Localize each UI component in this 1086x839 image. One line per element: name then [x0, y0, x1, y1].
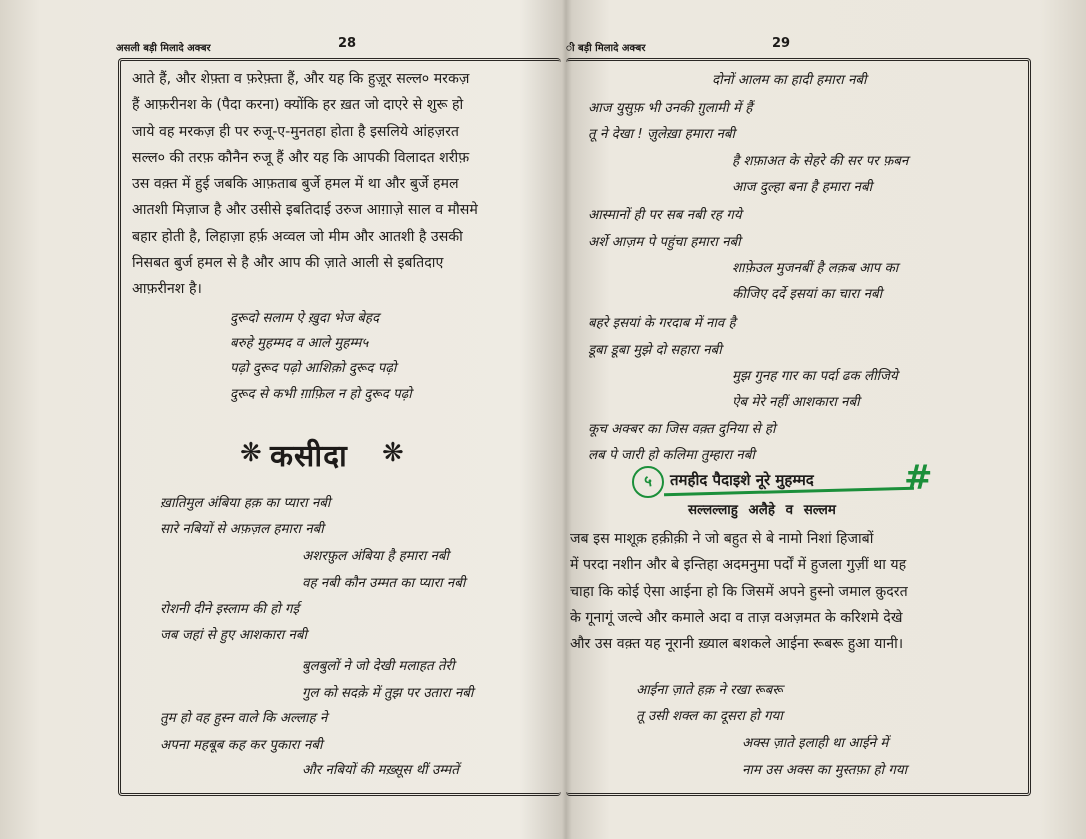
verse-line: आस्मानों ही पर सब नबी रह गये — [588, 208, 742, 223]
kasida-line: सारे नबियों से अफ़ज़ल हमारा नबी — [160, 522, 324, 537]
verse-line: आज दुल्हा बना है हमारा नबी — [732, 180, 873, 195]
prose-line: चाहा कि कोई ऐसा आईना हो कि जिसमें अपने हुस्नो जमाल क़ुदरत — [570, 583, 908, 600]
prose-line: आतशी मिज़ाज है और उसीसे इबतिदाई उरुज आग़ाज़े साल व मौसमे — [132, 202, 478, 219]
verse-line: लब पे जारी हो कलिमा तुम्हारा नबी — [588, 448, 755, 463]
durood-line: बरुहे मुहम्मद व आले मुहम्म५ — [230, 336, 369, 351]
left-prose — [132, 66, 562, 303]
verse-line: कीजिए दर्दे इसयां का चारा नबी — [732, 287, 883, 302]
left-running-header: असली बड़ी मिलादे अक्बर — [116, 43, 211, 54]
closing-verse-line: आईना ज़ाते हक़ ने रखा रूबरू — [636, 683, 783, 698]
left-page-number: 28 — [338, 36, 357, 51]
kasida-line: ख़ातिमुल अंबिया हक़ का प्यारा नबी — [160, 496, 331, 511]
verse-line: कूच अक्बर का जिस वक़्त दुनिया से हो — [588, 422, 776, 437]
verse-line: बहरे इसयां के गरदाब में नाव है — [588, 316, 736, 331]
verse-line: आज युसुफ़ भी उनकी ग़ुलामी में हैं — [588, 101, 753, 116]
verse-line: है शफ़ाअत के सेहरे की सर पर फ़बन — [732, 154, 909, 169]
kasida-line: अशरफ़ुल अंबिया है हमारा नबी — [302, 549, 450, 564]
right-page-number: 29 — [772, 36, 791, 51]
kasida-line: गुल को सदक़े में तुझ पर उतारा नबी — [302, 686, 474, 701]
prose-line: हैं आफ़रीनश के (पैदा करना) क्योंकि हर ख़त जो दाएरे से शुरू हो — [132, 97, 464, 114]
prose-line: और उस वक़्त यह नूरानी ख़्याल बशकले आईना रूबरू हुआ यानी। — [570, 636, 904, 653]
durood-line: पढ़ो दुरूद पढ़ो आशिक़ो दुरूद पढ़ो — [230, 361, 397, 376]
closing-verse-line: नाम उस अक्स का मुस्तफ़ा हो गया — [742, 763, 908, 778]
closing-verse-line: अक्स ज़ाते इलाही था आईने में — [742, 736, 889, 751]
right-prose — [570, 526, 1020, 657]
prose-line: आफ़रीनश है। — [132, 281, 202, 298]
kasida-line: जब जहां से हुए आशकारा नबी — [160, 628, 307, 643]
prose-line: आते हैं, और शेफ़्ता व फ़रेफ़्ता हैं, और यह कि हुज़ूर सल्ल० मरकज़ — [132, 71, 470, 87]
section-heading: तमहीद पैदाइशे नूरे मुहम्मद — [670, 471, 814, 489]
verse-line: दोनों आलम का हादी हमारा नबी — [712, 73, 867, 88]
hash-annotation-icon: # — [904, 458, 933, 498]
prose-line: उस वक़्त में हुई जबकि आफ़ताब बुर्जे हमल में था और बुर्जे हमल — [132, 176, 459, 193]
prose-line: के गूनागूं जल्वे और कमाले अदा व ताज़ वअज़मत के करिशमे देखे — [570, 609, 903, 626]
kasida-line: अपना महबूब कह कर पुकारा नबी — [160, 738, 323, 753]
kasida-line: बुलबुलों ने जो देखी मलाहत तेरी — [302, 659, 455, 674]
closing-verse-line: तू उसी शक्ल का दूसरा हो गया — [636, 709, 783, 724]
prose-line: निसबत बुर्ज हमल से है और आप की ज़ाते आली से इबतिदाए — [132, 255, 444, 272]
durood-line: दुरूद से कभी ग़ाफ़िल न हो दुरूद पढ़ो — [230, 387, 412, 402]
prose-line: जाये वह मरकज़ ही पर रुजू-ए-मुनतहा होता है इसलिये आंहज़रत — [132, 123, 460, 140]
section-number-badge: ५ — [632, 466, 664, 498]
kasida-line: रोशनी दीने इस्लाम की हो गई — [160, 602, 300, 617]
verse-line: शाफ़ेउल मुजनबीं है लक़ब आप का — [732, 261, 899, 276]
prose-line: में परदा नशीन और बे इन्तिहा अदमनुमा पर्दों में हुजला गुज़ीं था यह — [570, 557, 907, 574]
right-page — [566, 0, 1086, 839]
kasida-line: वह नबी कौन उम्मत का प्यारा नबी — [302, 576, 466, 591]
prose-line: बहार होती है, लिहाज़ा हर्फ़ अव्वल जो मीम और आतशी है उसकी — [132, 228, 463, 245]
section-subheading: सल्लल्लाहु अलैहे व सल्लम — [688, 503, 836, 518]
kasida-heading: कसीदा — [270, 439, 348, 474]
verse-line: तू ने देखा ! ज़ुलेख़ा हमारा नबी — [588, 127, 736, 142]
durood-line: दुरूदो सलाम ऐ ख़ुदा भेज बेहद — [230, 311, 380, 326]
verse-line: ऐब मेरे नहीं आशकारा नबी — [732, 395, 860, 410]
verse-line: अर्शे आज़म पे पहुंचा हमारा नबी — [588, 235, 741, 250]
kasida-line: और नबियों की मख़्सूस थीं उम्मतें — [302, 763, 459, 778]
kasida-line: तुम हो वह हुस्न वाले कि अल्लाह ने — [160, 711, 328, 726]
verse-line: डूबा डूबा मुझे दो सहारा नबी — [588, 343, 722, 358]
prose-line: जब इस माशूक़ हक़ीक़ी ने जो बहुत से बे नामो निशां हिजाबों — [570, 531, 874, 547]
verse-line: मुझ गुनह गार का पर्दा ढक लीजिये — [732, 369, 898, 384]
star-ornament-icon: ❋ — [382, 438, 404, 468]
star-ornament-icon: ❋ — [240, 438, 262, 468]
right-running-header: ी बड़ी मिलादे अक्बर — [566, 43, 646, 54]
prose-line: सल्ल० की तरफ़ कौनैन रुजू हैं और यह कि आपकी विलादत शरीफ़ — [132, 149, 470, 166]
